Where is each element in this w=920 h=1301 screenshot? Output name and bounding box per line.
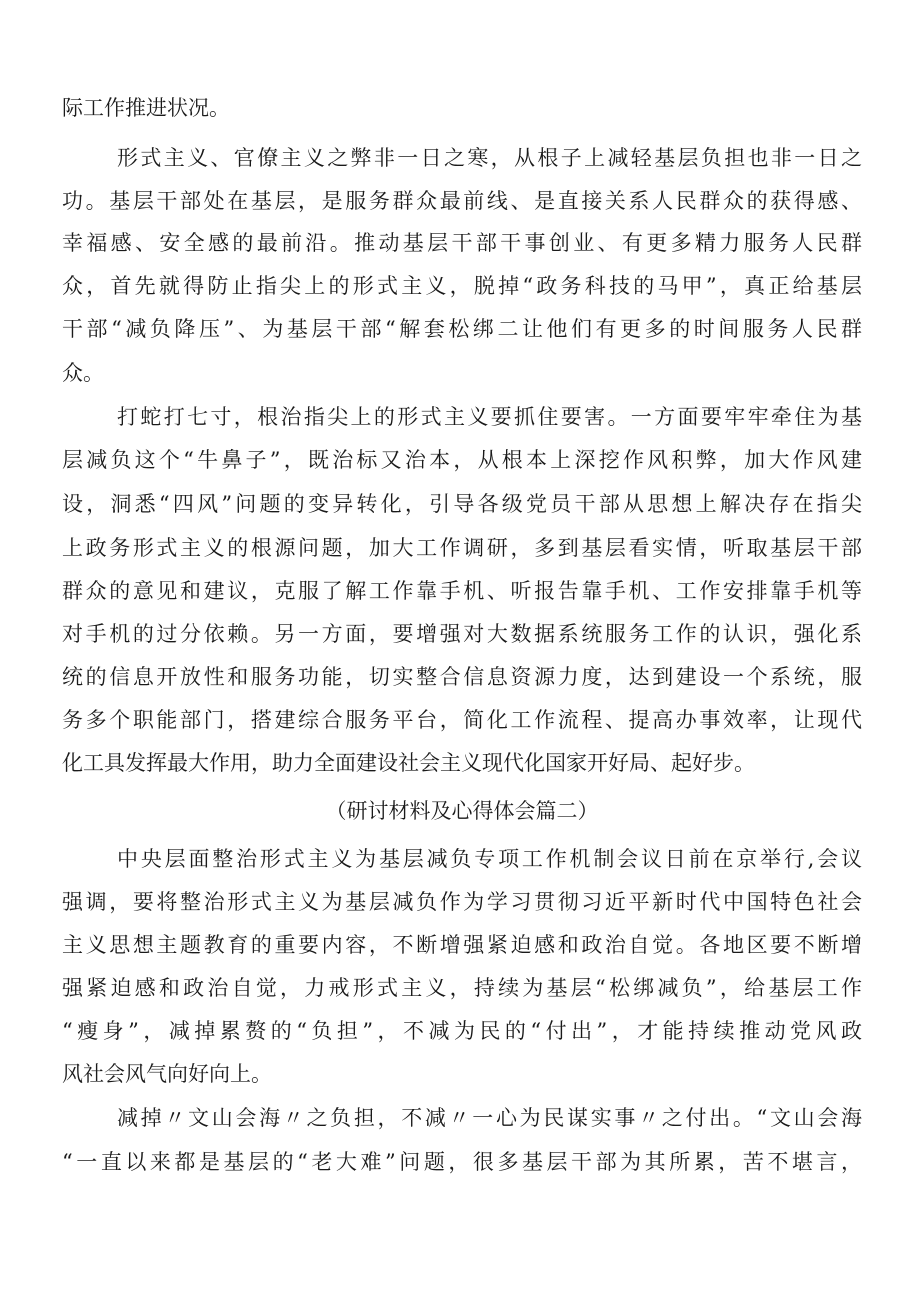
section-heading: （研讨材料及心得体会篇二） [325, 799, 599, 823]
text-line: 设，洞悉“四风”问题的变异转化，引导各级党员干部从思想上解决存在指尖 [62, 492, 862, 516]
paragraph-first-line: 中央层面整治形式主义为基层减负专项工作机制会议日前在京举行,会议 [117, 847, 862, 871]
text-line: 务多个职能部门，搭建综合服务平台，简化工作流程、提高办事效率，让现代 [62, 708, 862, 732]
text-line: 统的信息开放性和服务功能，切实整合信息资源力度，达到建设一个系统，服 [62, 665, 862, 689]
text-line: 风社会风气向好向上。 [62, 1062, 272, 1086]
text-line: “瘦身”，减掉累赘的“负担”，不减为民的“付出”，才能持续推动党风政 [62, 1019, 862, 1043]
text-line: 群众的意见和建议，克服了解工作靠手机、听报告靠手机、工作安排靠手机等 [62, 579, 862, 603]
text-line: 上政务形式主义的根源问题，加大工作调研，多到基层看实情，听取基层干部 [62, 536, 862, 560]
text-line: 功。基层干部处在基层，是服务群众最前线、是直接关系人民群众的获得感、 [62, 189, 862, 213]
text-line: 干部“减负降压”、为基层干部“解套松绑二让他们有更多的时间服务人民群 [62, 317, 862, 341]
text-line: 层减负这个“牛鼻子”，既治标又治本，从根本上深挖作风积弊，加大作风建 [62, 448, 862, 472]
text-line: 化工具发挥最大作用，助力全面建设社会主义现代化国家开好局、起好步。 [62, 751, 755, 775]
text-line: 强紧迫感和政治自觉，力戒形式主义，持续为基层“松绑减负”，给基层工作 [62, 976, 862, 1000]
text-line: 幸福感、安全感的最前沿。推动基层干部干事创业、有更多精力服务人民群 [62, 231, 862, 255]
text-line: “一直以来都是基层的“老大难”问题，很多基层干部为其所累，苦不堪言， [62, 1150, 862, 1174]
paragraph-first-line: 减掉〃文山会海〃之负担，不减〃一心为民谋实事〃之付出。“文山会海 [117, 1106, 862, 1130]
paragraph-first-line: 形式主义、官僚主义之弊非一日之寒，从根子上减轻基层负担也非一日之 [117, 146, 862, 170]
text-line: 众。 [62, 361, 104, 385]
text-line: 际工作推进状况。 [62, 96, 230, 120]
text-line: 主义思想主题教育的重要内容，不断增强紧迫感和政治自觉。各地区要不断增 [62, 933, 862, 957]
paragraph-first-line: 打蛇打七寸，根治指尖上的形式主义要抓住要害。一方面要牢牢牵住为基 [117, 405, 862, 429]
text-line: 众，首先就得防止指尖上的形式主义，脱掉“政务科技的马甲”，真正给基层 [62, 274, 862, 298]
text-line: 强调，要将整治形式主义为基层减负作为学习贯彻习近平新时代中国特色社会 [62, 890, 862, 914]
text-line: 对手机的过分依赖。另一方面，要增强对大数据系统服务工作的认识，强化系 [62, 622, 862, 646]
